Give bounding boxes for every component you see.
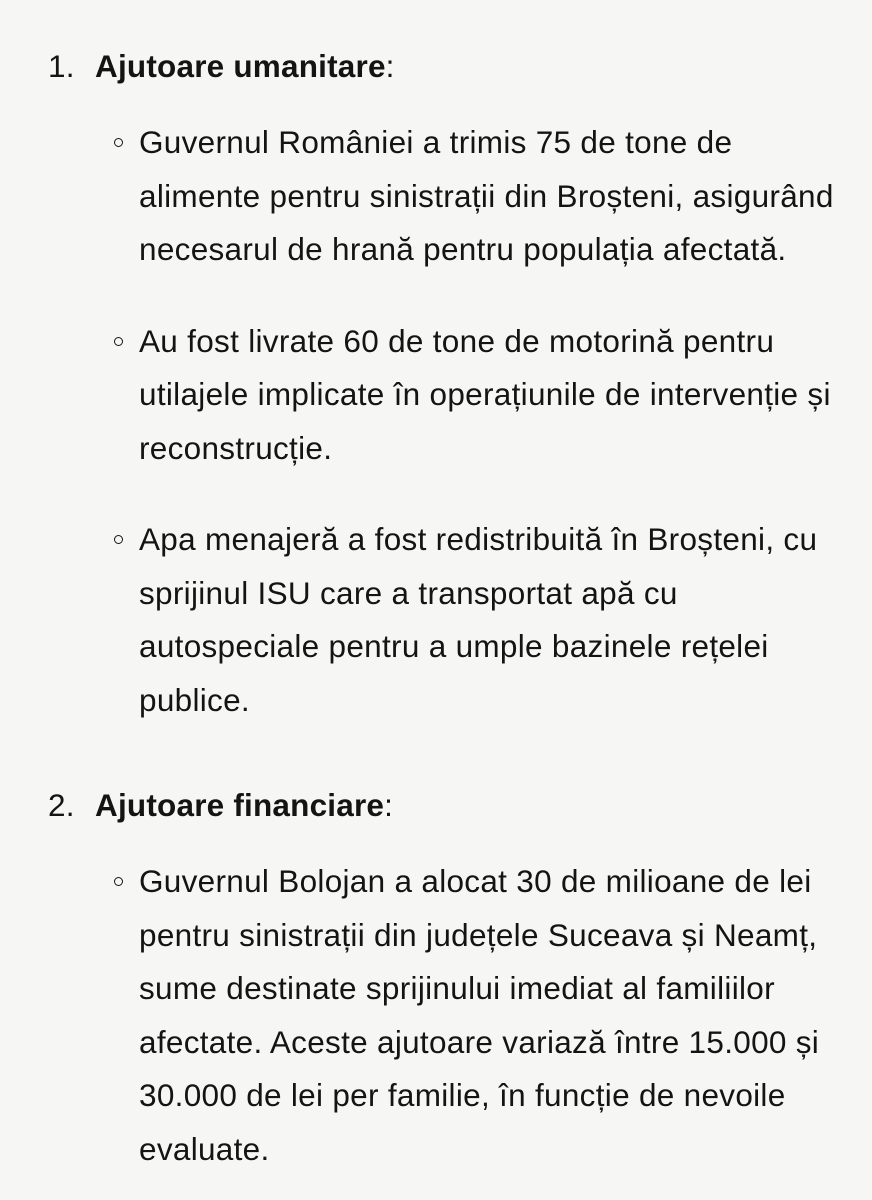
list-item-text: Apa menajeră a fost redistribuită în Broșteni, cu sprijinul ISU care a transportat apă cu autospeciale pentru a umple bazinele rețelei publice. <box>139 521 818 718</box>
hollow-bullet-icon <box>114 535 123 544</box>
list-item <box>0 315 872 476</box>
section-number: 2. <box>48 787 75 823</box>
section-heading <box>0 777 872 833</box>
section-number: 1. <box>48 48 75 84</box>
section-humanitarian-aid <box>0 38 872 727</box>
list-item <box>0 116 872 277</box>
section-colon: : <box>385 48 395 84</box>
list-item-text: Au fost livrate 60 de tone de motorină pentru utilajele implicate în operațiunile de intervenție și reconstrucție. <box>139 322 831 466</box>
list-item-text: Guvernul României a trimis 75 de tone de alimente pentru sinistrații din Broșteni, asigurând necesarul de hrană pentru populația afectată. <box>139 124 834 267</box>
section-financial-aid <box>0 777 872 1176</box>
list-item <box>0 513 872 727</box>
hollow-bullet-icon <box>114 337 123 346</box>
list-item-text: Guvernul Bolojan a alocat 30 de milioane de lei pentru sinistrații din județele Suceava și Neamț, sume destinate sprijinului imediat al familiilor afectate. Aceste ajutoare variază între 15.000 și 30.000 de lei per familie, în funcție de nevoile evaluate. <box>139 863 820 1167</box>
section-title: Ajutoare financiare <box>95 787 385 823</box>
hollow-bullet-icon <box>114 138 123 147</box>
section-title: Ajutoare umanitare <box>95 48 386 84</box>
section-colon: : <box>384 787 394 823</box>
hollow-bullet-icon <box>114 877 123 886</box>
list-item <box>0 855 872 1176</box>
bullet-list <box>0 855 872 1176</box>
section-heading <box>0 38 872 94</box>
bullet-list <box>0 116 872 727</box>
